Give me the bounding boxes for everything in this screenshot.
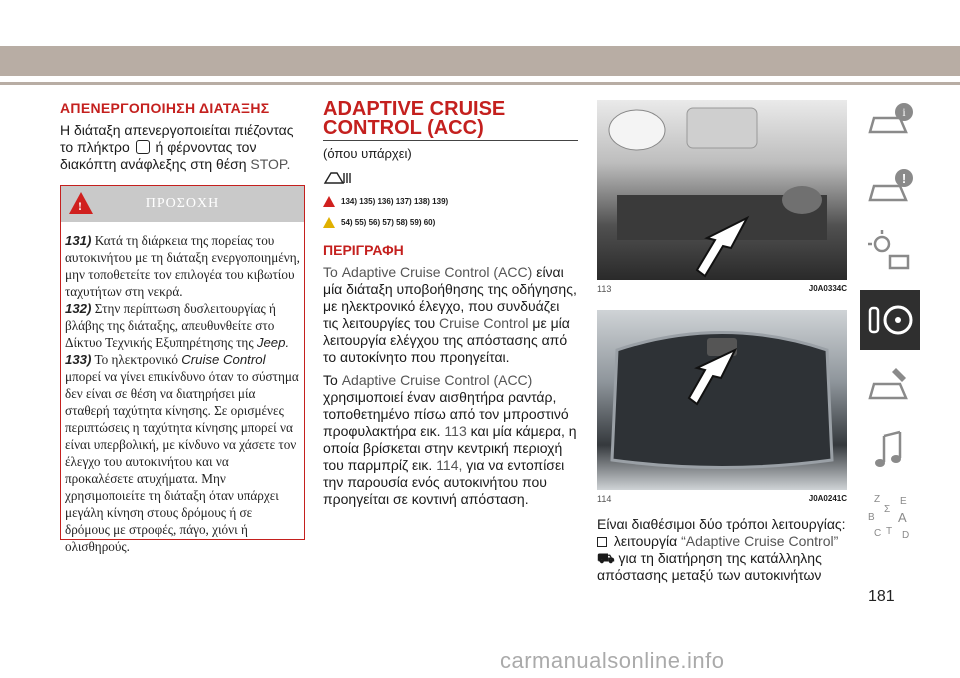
lights-icon[interactable]	[860, 224, 920, 284]
warning-item: 132) Στην περίπτωση δυσλειτουργίας ή βλάβης της διάταξης, απευθυνθείτε στο Δίκτυο Τεχνικής Εξυπηρέτησης της Jeep.	[65, 301, 290, 350]
deactivation-text: Η διάταξη απενεργοποιείται πιέζοντας το πλήκτρο ή φέρνοντας τον διακόπτη ανάφλεξης στη θέση STOP.	[60, 122, 294, 172]
figure-113-caption: 113 J0A0334C	[597, 284, 847, 294]
car-warning-icon[interactable]	[860, 158, 920, 218]
warning-item: 133) Το ηλεκτρονικό Cruise Control μπορεί να γίνει επικίνδυνο όταν το σύστημα δεν είναι σε θέση να διατηρήσει μία σταθερή ταχύτητα κίνησης. Σε ορισμένες περιπτώσεις η ταχύτητα κίνησης μπορεί να είναι υπερβολική, με κίνδυνο να χάσετε τον έλεγχο του αυτοκινήτου και να προκαλέσετε ατυχήματα. Μην χρησιμοποιείτε τη διάταξη όταν υπάρχει μεγάλη κίνηση στους δρόμους ή σε δρόμους με στροφές, πάγο, χιόνι ή ολισθηρούς.	[65, 352, 299, 554]
acc-indicator-icon	[323, 169, 353, 187]
svg-text:D: D	[902, 530, 910, 541]
figure-113-image	[597, 100, 847, 280]
warning-body	[61, 222, 304, 555]
ref-row-yellow: 54) 55) 56) 57) 58) 59) 60)	[323, 217, 578, 228]
windshield-illustration	[597, 310, 847, 490]
svg-text:Z: Z	[874, 494, 881, 505]
car-info-icon[interactable]	[860, 92, 920, 152]
svg-text:i: i	[902, 105, 906, 119]
site-watermark: carmanualsonline.info	[500, 648, 725, 673]
music-icon[interactable]	[860, 422, 920, 482]
warning-header: ! ΠΡΟΣΟΧΗ	[61, 186, 304, 222]
column-deactivation	[60, 100, 305, 173]
warning-triangle-icon	[323, 196, 335, 207]
page-number: 181	[868, 588, 895, 605]
caution-triangle-icon	[323, 217, 335, 228]
top-band	[0, 46, 960, 76]
warning-item: 131) Κατά τη διάρκεια της πορείας του αυτοκινήτου με τη διάταξη ενεργοποιημένη, μην τοποθετείτε τον επιλογέα του κιβωτίου ταχυτήτων στη νεκρά.	[65, 233, 300, 299]
svg-text:A: A	[898, 510, 907, 525]
chapter-sidebar	[860, 92, 920, 554]
svg-text:B: B	[868, 512, 875, 523]
car-service-icon[interactable]	[860, 356, 920, 416]
svg-text:T: T	[886, 526, 893, 537]
warning-box	[60, 185, 305, 554]
warning-title: ΠΡΟΣΟΧΗ	[145, 196, 220, 211]
checkbox-icon	[597, 537, 607, 547]
ref-row-red: 134) 135) 136) 137) 138) 139)	[323, 196, 578, 207]
acc-title: ADAPTIVE CRUISE CONTROL (ACC)	[323, 98, 506, 139]
steering-wheel-icon[interactable]	[860, 290, 920, 350]
car-distance-icon: ⛟	[597, 550, 615, 566]
front-bumper-illustration	[597, 100, 847, 280]
title-rule	[323, 140, 578, 141]
description-paragraph: Το Adaptive Cruise Control (ACC) χρησιμοποιεί έναν αισθητήρα ραντάρ, τοποθετημένο πίσω από τον μπροστινό προφυλακτήρα εικ. 113 και μία κάμερα, η οποία βρίσκεται στην κεντρική περιοχή του παρμπρίζ εικ. 114, για να εντοπίσει την παρουσία ενός αυτοκινήτου που προηγείται σε κοντινή απόσταση.	[323, 372, 577, 507]
cruise-button-icon	[136, 140, 150, 154]
svg-text:!: !	[901, 171, 907, 186]
description-paragraph: Το Adaptive Cruise Control (ACC) είναι μία διάταξη υποβοήθησης της οδήγησης, με ηλεκτρονικό έλεγχο, που συνδυάζει τις λειτουργίες του Cruise Control με μία λειτουργία ελέγχου της απόστασης από το αυτοκίνητο που προηγείται.	[323, 264, 577, 365]
figure-114-caption: 114 J0A0241C	[597, 494, 847, 504]
acc-subtitle: (όπου υπάρχει)	[323, 146, 412, 161]
column-acc	[323, 100, 578, 508]
top-rule	[0, 82, 960, 85]
svg-text:C: C	[874, 528, 882, 539]
index-icon[interactable]	[860, 488, 920, 548]
modes-paragraph: Είναι διαθέσιμοι δύο τρόποι λειτουργίας: λειτουργία “Adaptive Cruise Control” ⛟ για τη διατήρηση της κατάλληλης απόστασης μεταξύ των αυτοκινήτων	[597, 516, 846, 583]
column-figures	[597, 100, 847, 584]
deactivation-heading: ΑΠΕΝΕΡΓΟΠΟΙΗΣΗ ΔΙΑΤΑΞΗΣ	[60, 100, 270, 116]
figure-114-image	[597, 310, 847, 490]
svg-text:Σ: Σ	[884, 504, 891, 515]
svg-text:E: E	[900, 496, 907, 507]
description-heading: ΠΕΡΙΓΡΑΦΗ	[323, 242, 404, 258]
